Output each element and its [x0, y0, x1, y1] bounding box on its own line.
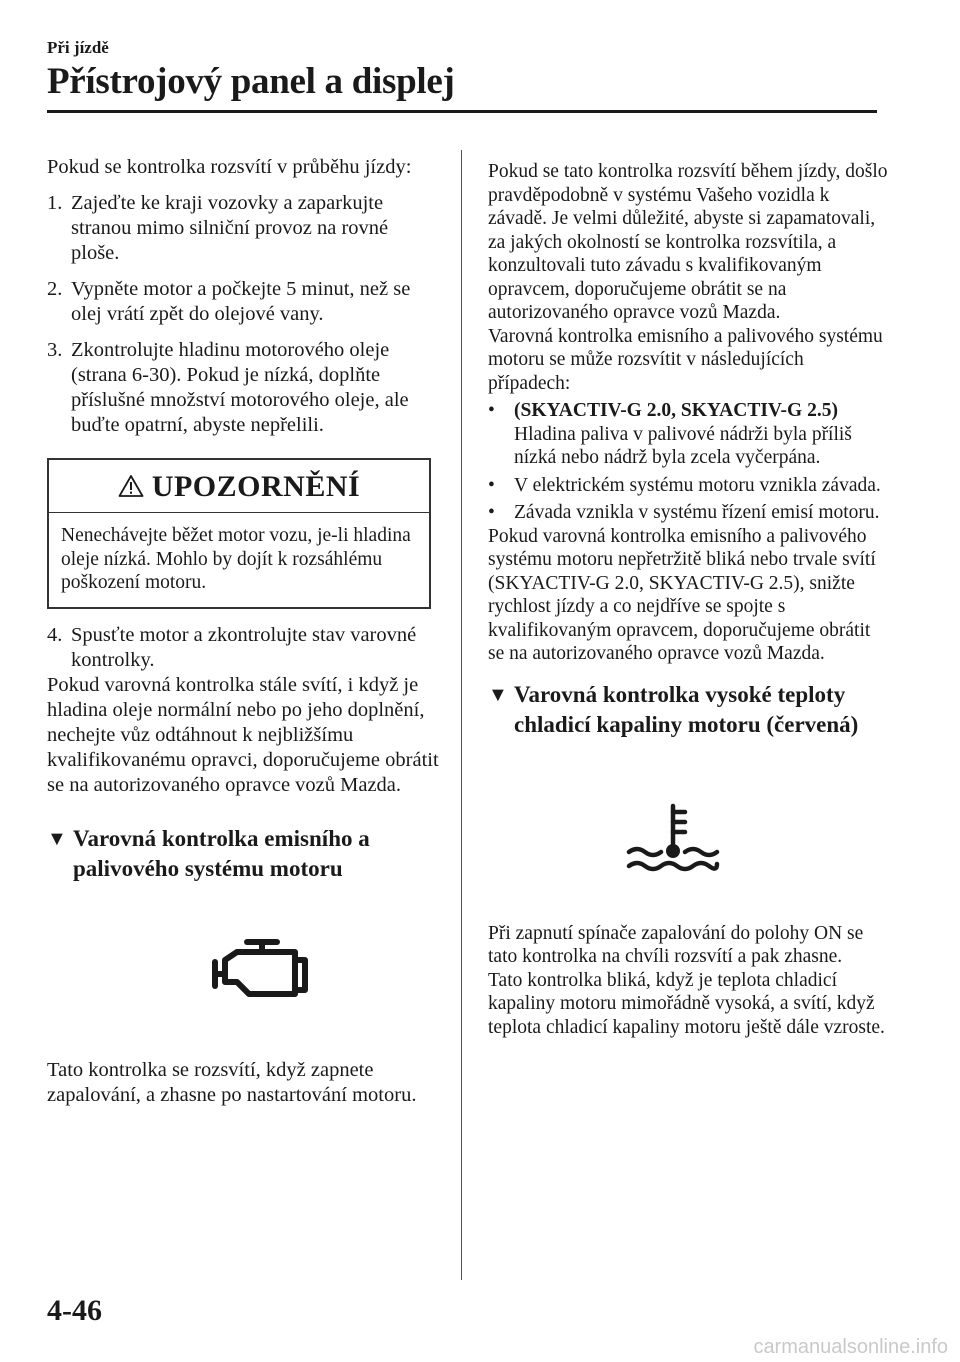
step-number: 3.: [47, 339, 63, 361]
step-number: 2.: [47, 278, 63, 300]
watermark: carmanualsonline.info: [753, 1336, 948, 1358]
warning-triangle-icon: [118, 474, 144, 498]
section-heading-temperature: [488, 680, 888, 740]
icon-container: [458, 802, 888, 874]
bullet-text: V elektrickém systému motoru vznikla závada.: [514, 474, 881, 496]
paragraph: Pokud se tato kontrolka rozsvítí během jízdy, došlo pravděpodobně v systému Vašeho vozidla k závadě. Je velmi důležité, abyste si zapamatovali, za jakých okolností se kontrolka rozsvítila, a konzultovali tuto závadu s kvalifikovaným opravcem, doporučujeme obrátit se na autorizovaného opravce vozů Mazda.: [488, 161, 888, 323]
heading-text: Varovná kontrolka emisního a palivového systému motoru: [73, 825, 370, 881]
caution-box: [47, 458, 431, 609]
bullet-icon: •: [488, 400, 495, 421]
icon-container: [87, 936, 439, 1008]
triangle-bullet-icon: ▼: [47, 827, 67, 850]
list-item: [488, 474, 888, 498]
intro-text: Pokud se kontrolka rozsvítí v průběhu jízdy:: [47, 156, 412, 178]
step-item: [47, 338, 439, 438]
caution-body: Nenechávejte běžet motor vozu, je-li hladina oleje nízká. Mohlo by dojít k rozsáhlému poškození motoru.: [61, 525, 411, 593]
section-label: Při jízdě: [47, 38, 109, 57]
bullet-body-text: Hladina paliva v palivové nádrži byla příliš nízká nebo nádrž byla zcela vyčerpána.: [514, 423, 852, 468]
check-engine-icon: [211, 936, 315, 1008]
caution-header: [49, 460, 429, 513]
coolant-temperature-icon: [623, 802, 723, 874]
triangle-bullet-icon: ▼: [488, 683, 508, 706]
step-text: Spusťte motor a zkontrolujte stav varovné kontrolky.: [71, 623, 417, 671]
left-column: [47, 155, 439, 1108]
step-item: [47, 277, 439, 327]
step-number: 4.: [47, 623, 63, 646]
step-number: 1.: [47, 192, 63, 214]
paragraph: Tato kontrolka bliká, když je teplota chladicí kapaliny motoru mimořádně vysoká, a svítí, když teplota chladicí kapaliny motoru ještě dále vzroste.: [488, 969, 885, 1038]
bullet-icon: •: [488, 502, 495, 523]
list-item: [488, 399, 888, 470]
step-item: [47, 191, 439, 266]
heading-text: Varovná kontrolka vysoké teploty chladicí kapaliny motoru (červená): [514, 681, 859, 737]
bullet-text: [514, 399, 888, 470]
step-text: Zajeďte ke kraji vozovky a zaparkujte stranou mimo silniční provoz na rovné ploše.: [71, 192, 389, 264]
step-text: Zkontrolujte hladinu motorového oleje (strana 6-30). Pokud je nízká, doplňte příslušné množství motorového oleje, ale buďte opatrní, abyste nepřelili.: [71, 339, 409, 436]
list-item: [488, 501, 888, 525]
step-text: Vypněte motor a počkejte 5 minut, než se olej vrátí zpět do olejové vany.: [71, 278, 411, 325]
paragraph: Pokud varovná kontrolka stále svítí, i když je hladina oleje normální nebo po jeho doplnění, nechejte vůz odtáhnout k nejbližšímu kvalifikovanému opravci, doporučujeme obrátit se na autorizovaného opravce vozů Mazda.: [47, 673, 439, 796]
paragraph: Při zapnutí spínače zapalování do polohy ON se tato kontrolka na chvíli rozsvítí a pak zhasne.: [488, 922, 864, 967]
step-item: [47, 623, 439, 673]
right-column: [488, 160, 888, 1039]
page-title: Přístrojový panel a displej: [47, 61, 455, 102]
paragraph: Varovná kontrolka emisního a palivového systému motoru se může rozsvítit v následujících případech:: [488, 325, 883, 394]
title-rule: [47, 110, 877, 113]
column-divider: [461, 150, 462, 1280]
paragraph: Pokud varovná kontrolka emisního a palivového systému motoru nepřetržitě bliká nebo trvale svítí (SKYACTIV-G 2.0, SKYACTIV-G 2.5), snižte rychlost jízdy a co nejdříve se spojte s kvalifikovaným opravcem, doporučujeme obrátit se na autorizovaného opravce vozů Mazda.: [488, 525, 876, 664]
bullet-text: Závada vznikla v systému řízení emisí motoru.: [514, 502, 880, 523]
section-heading-emission: [47, 824, 439, 884]
page-number: 4-46: [47, 1294, 102, 1327]
bullet-bold-text: (SKYACTIV-G 2.0, SKYACTIV-G 2.5): [514, 400, 838, 421]
caution-title: UPOZORNĚNÍ: [151, 469, 361, 503]
bullet-icon: •: [488, 474, 495, 496]
emission-description: Tato kontrolka se rozsvítí, když zapnete zapalování, a zhasne po nastartování motoru.: [47, 1058, 417, 1106]
